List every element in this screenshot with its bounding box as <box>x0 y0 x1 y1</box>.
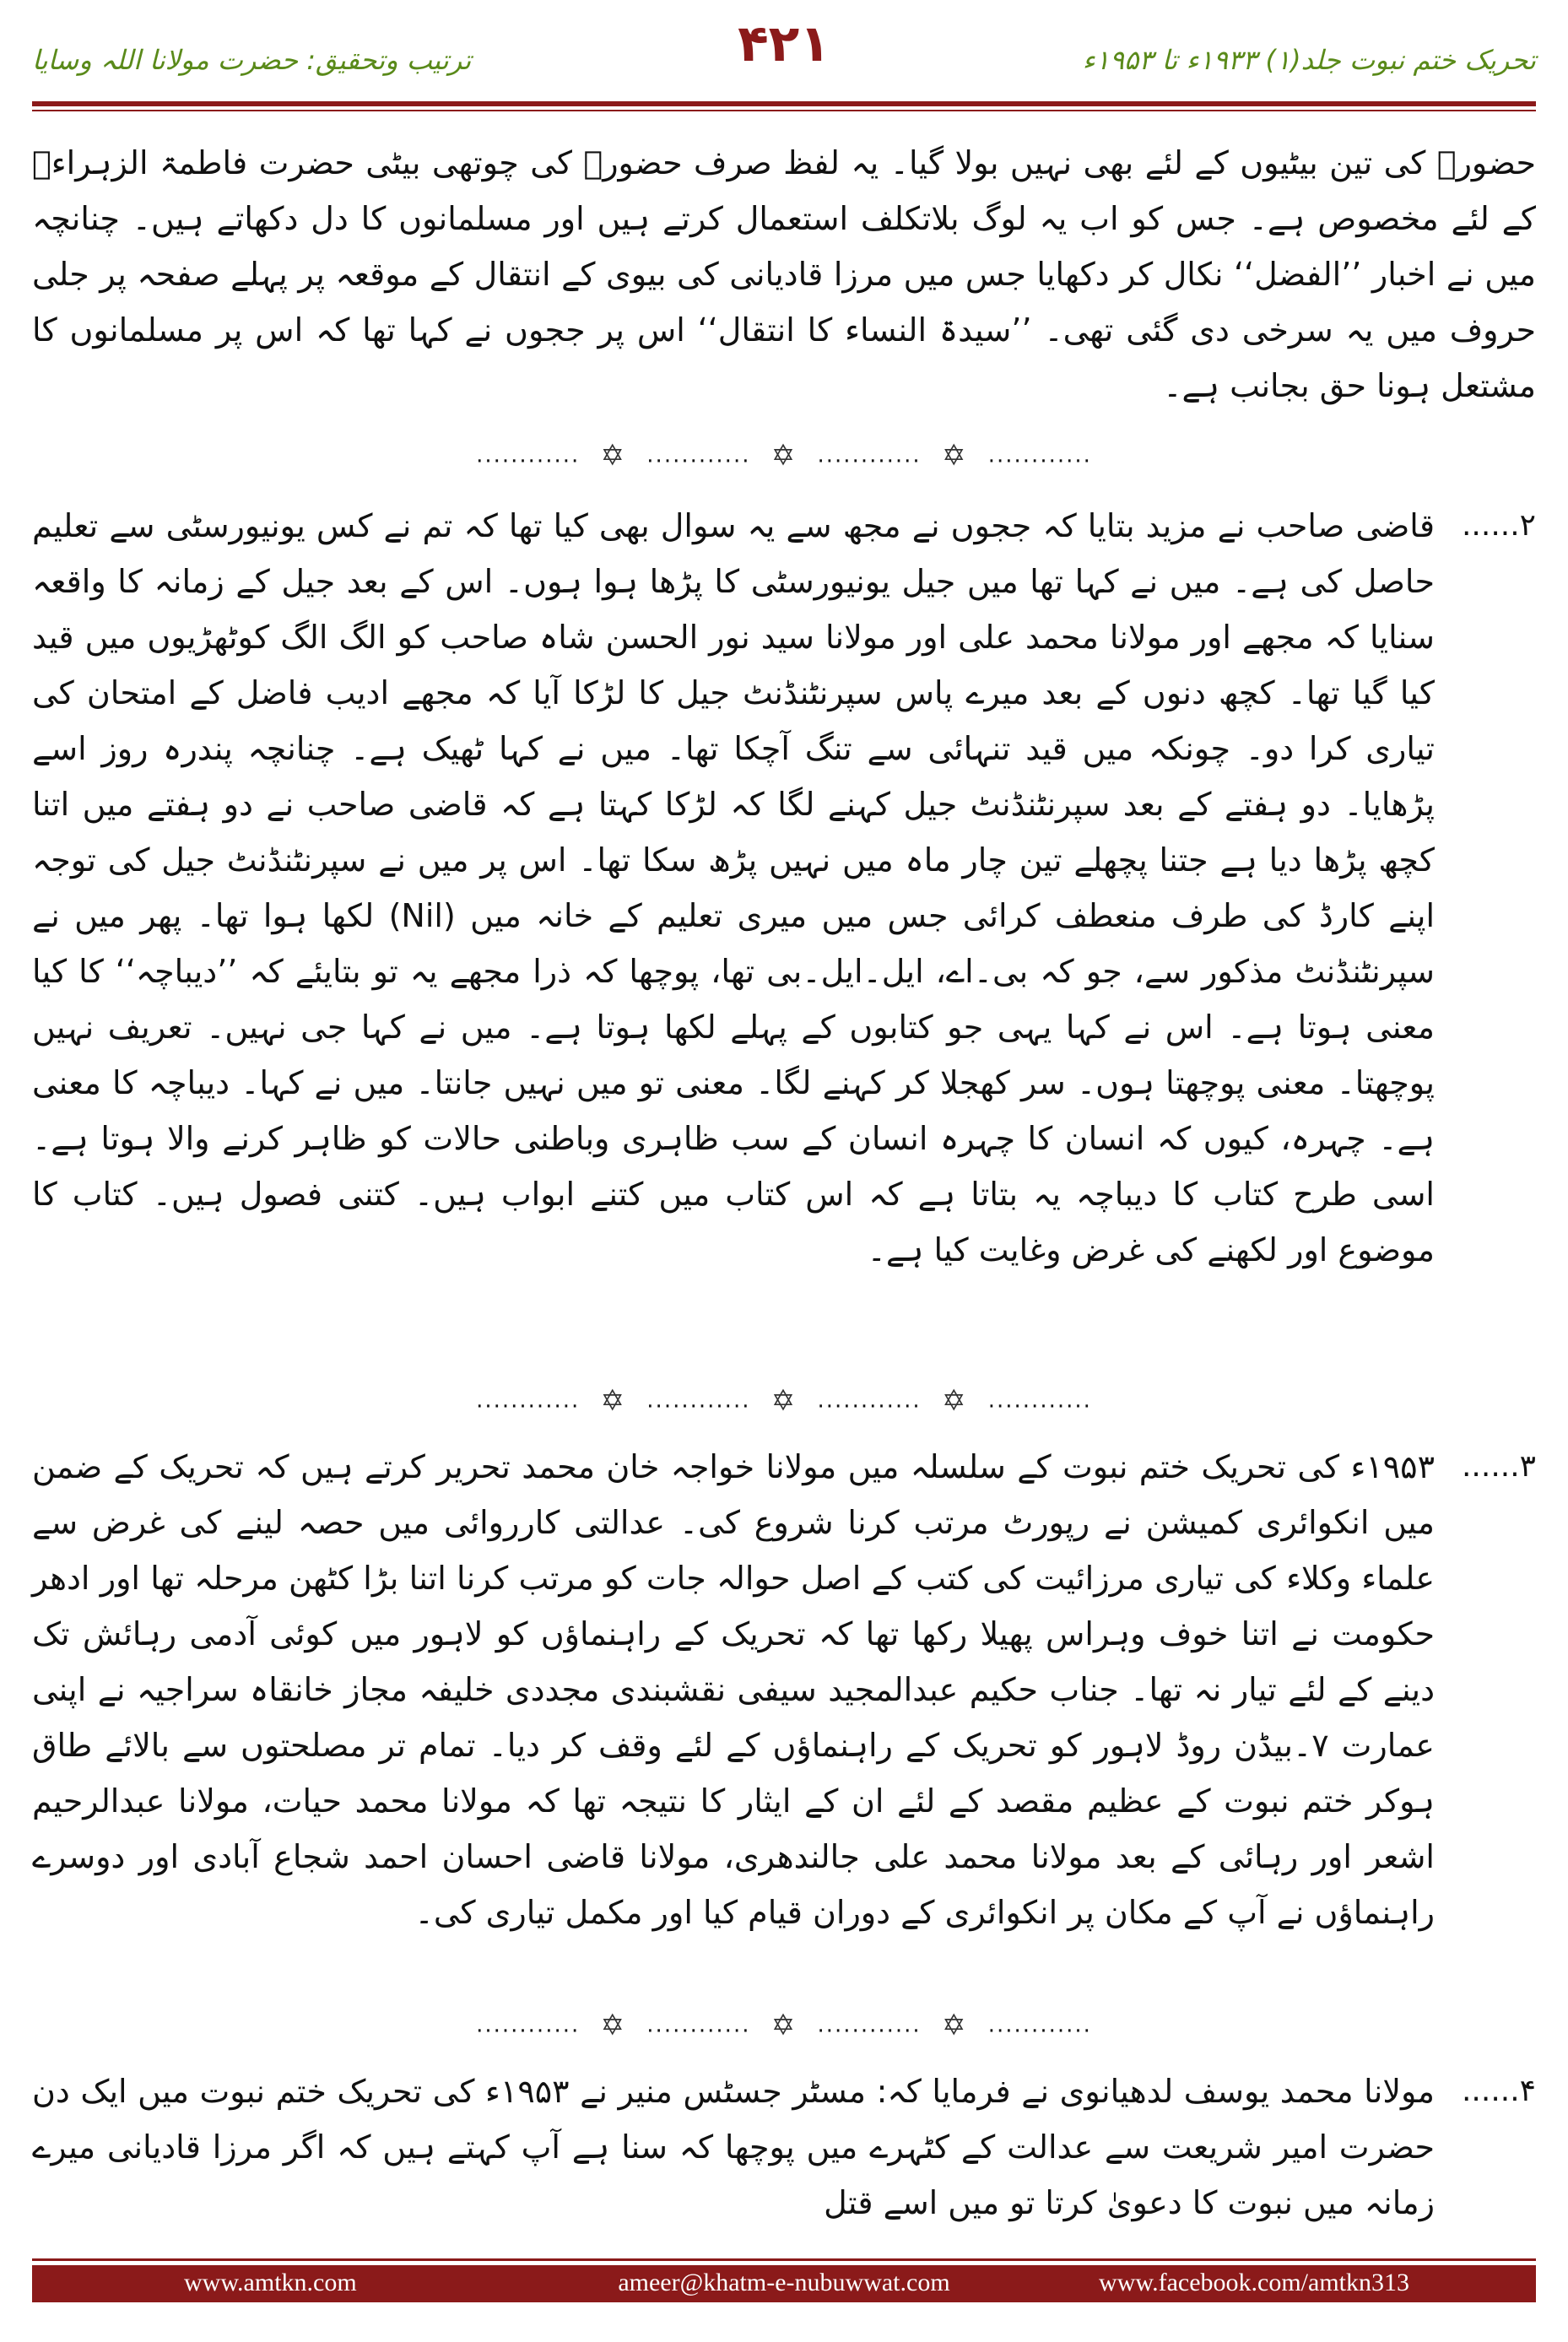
section-separator <box>32 2009 1536 2042</box>
facebook-link[interactable]: www.facebook.com/amtkn313 <box>1099 2269 1409 2296</box>
compiler-credit: ترتیب وتحقیق: حضرت مولانا اللہ وسایا <box>32 44 472 76</box>
separator-dots: ............ <box>817 442 922 468</box>
page-header <box>32 15 1536 100</box>
email-link[interactable]: ameer@khatm-e-nubuwwat.com <box>618 2269 950 2296</box>
star-of-david-icon: ✡ <box>941 1384 968 1418</box>
paragraph-text: حضورﷺ کی تین بیٹیوں کے لئے بھی نہیں بولا گیا۔ یہ لفظ صرف حضورﷺ کی چوتھی بیٹی حضرت فاطمۃ الزہراءؓ کے لئے مخصوص ہے۔ جس کو اب یہ لوگ بلاتکلف استعمال کرتے ہیں اور مسلمانوں کا دل دکھاتے ہیں۔ چنانچہ میں نے اخبار ’’الفضل‘‘ نکال کر دکھایا جس میں مرزا قادیانی کی بیوی کے انتقال کے موقعہ پر پہلے صفحہ پر جلی حروف میں یہ سرخی دی گئی تھی۔ ’’سیدۃ النساء کا انتقال‘‘ اس پر ججوں نے کہا تھا کہ اس پر مسلمانوں کا مشتعل ہونا حق بجانب ہے۔ <box>32 144 1536 404</box>
separator-dots: ............ <box>987 2012 1092 2038</box>
section-separator <box>32 1384 1536 1418</box>
website-link[interactable]: www.amtkn.com <box>184 2269 357 2296</box>
paragraph-3-block <box>32 1439 1536 2000</box>
numbered-paragraph <box>32 2063 1536 2231</box>
book-title: تحریک ختم نبوت جلد(۱) ۱۹۳۳ء تا ۱۹۵۳ء <box>1082 44 1536 76</box>
separator-dots: ............ <box>476 2012 581 2038</box>
star-of-david-icon: ✡ <box>600 1384 627 1418</box>
star-of-david-icon: ✡ <box>770 2009 798 2042</box>
footer-divider <box>32 2258 1536 2261</box>
separator-dots: ............ <box>476 1387 581 1414</box>
numbered-paragraph <box>32 1439 1536 1940</box>
paragraph <box>32 135 1536 414</box>
separator-dots: ............ <box>646 1387 751 1414</box>
paragraph-2-block <box>32 498 1536 1376</box>
star-of-david-icon: ✡ <box>941 439 968 473</box>
numbered-paragraph <box>32 498 1536 1278</box>
paragraph-number: ۳...... <box>1461 1449 1536 1484</box>
separator-dots: ............ <box>646 442 751 468</box>
separator-dots: ............ <box>646 2012 751 2038</box>
header-divider <box>32 101 1536 106</box>
star-of-david-icon: ✡ <box>770 439 798 473</box>
paragraph-continuation-block <box>32 135 1536 414</box>
paragraph-text: مولانا محمد یوسف لدھیانوی نے فرمایا کہ: مسٹر جسٹس منیر نے ۱۹۵۳ء کی تحریک ختم نبوت میں ایک دن حضرت امیر شریعت سے عدالت کے کٹہرے میں پوچھا کہ سنا ہے آپ کہتے ہیں کہ اگر مرزا قادیانی میرے زمانہ میں نبوت کا دعویٰ کرتا تو میں اسے قتل <box>32 2073 1435 2221</box>
separator-dots: ............ <box>817 1387 922 1414</box>
separator-dots: ............ <box>817 2012 922 2038</box>
header-divider-thin <box>32 110 1536 111</box>
star-of-david-icon: ✡ <box>600 2009 627 2042</box>
page-footer <box>32 2265 1536 2302</box>
page-number: ۴۲۱ <box>738 14 830 73</box>
separator-dots: ............ <box>987 1387 1092 1414</box>
paragraph-number: ۴...... <box>1461 2074 1536 2108</box>
section-separator <box>32 439 1536 473</box>
star-of-david-icon: ✡ <box>941 2009 968 2042</box>
separator-dots: ............ <box>476 442 581 468</box>
paragraph-text: قاضی صاحب نے مزید بتایا کہ ججوں نے مجھ سے یہ سوال بھی کیا تھا کہ تم نے کس یونیورسٹی سے تعلیم حاصل کی ہے۔ میں نے کہا تھا میں جیل یونیورسٹی کا پڑھا ہوا ہوں۔ اس کے بعد جیل کے زمانہ کا واقعہ سنایا کہ مجھے اور مولانا محمد علی اور مولانا سید نور الحسن شاہ صاحب کو الگ الگ کوٹھڑیوں میں قید کیا گیا تھا۔ کچھ دنوں کے بعد میرے پاس سپرنٹنڈنٹ جیل کا لڑکا آیا کہ مجھے ادیب فاضل کے امتحان کی تیاری کرا دو۔ چونکہ میں قید تنہائی سے تنگ آچکا تھا۔ میں نے کہا ٹھیک ہے۔ چنانچہ پندرہ روز اسے پڑھایا۔ دو ہفتے کے بعد سپرنٹنڈنٹ جیل کہنے لگا کہ لڑکا کہتا ہے کہ قاضی صاحب نے دو ہفتے میں اتنا کچھ پڑھا دیا ہے جتنا پچھلے تین چار ماہ میں نہیں پڑھ سکا تھا۔ اس پر میں نے سپرنٹنڈنٹ جیل کی توجہ اپنے کارڈ کی طرف منعطف کرائی جس میں میری تعلیم کے خانہ میں (Nil) لکھا ہوا تھا۔ پھر میں نے سپرنٹنڈنٹ مذکور سے، جو کہ بی۔اے، ایل۔ایل۔بی تھا، پوچھا کہ ذرا مجھے یہ تو بتایئے کہ ’’دیباچہ‘‘ کا کیا معنی ہوتا ہے۔ اس نے کہا یہی جو کتابوں کے پہلے لکھا ہوتا ہے۔ میں نے کہا جی نہیں۔ تعریف نہیں پوچھتا۔ معنی پوچھتا ہوں۔ سر کھجلا کر کہنے لگا۔ معنی تو میں نہیں جانتا۔ میں نے کہا۔ دیباچہ کا معنی ہے۔ چہرہ، کیوں کہ انسان کا چہرہ انسان کے سب ظاہری وباطنی حالات کو ظاہر کرنے والا ہوتا ہے۔ اسی طرح کتاب کا دیباچہ یہ بتاتا ہے کہ اس کتاب میں کتنے ابواب ہیں۔ کتنی فصول ہیں۔ کتاب کا موضوع اور لکھنے کی غرض وغایت کیا ہے۔ <box>32 507 1436 1268</box>
paragraph-4-block <box>32 2063 1536 2241</box>
separator-dots: ............ <box>987 442 1092 468</box>
star-of-david-icon: ✡ <box>770 1384 798 1418</box>
star-of-david-icon: ✡ <box>600 439 627 473</box>
paragraph-number: ۲...... <box>1461 508 1536 543</box>
paragraph-text: ۱۹۵۳ء کی تحریک ختم نبوت کے سلسلہ میں مولانا خواجہ خان محمد تحریر کرتے ہیں کہ تحریک کے ضمن میں انکوائری کمیشن نے رپورٹ مرتب کرنا شروع کی۔ عدالتی کارروائی میں حصہ لینے کی غرض سے علماء وکلاء کی تیاری مرزائیت کی کتب کے اصل حوالہ جات کو مرتب کرنا اتنا بڑا کٹھن مرحلہ تھا اور ادھر حکومت نے اتنا خوف وہراس پھیلا رکھا تھا کہ تحریک کے راہنماؤں کو لاہور میں کوئی آدمی رہائش تک دینے کے لئے تیار نہ تھا۔ جناب حکیم عبدالمجید سیفی نقشبندی مجددی خلیفہ مجاز خانقاہ سراجیہ نے اپنی عمارت ۷۔بیڈن روڈ لاہور کو تحریک کے راہنماؤں کے لئے وقف کر دیا۔ تمام تر مصلحتوں سے بالائے طاق ہوکر ختم نبوت کے عظیم مقصد کے لئے ان کے ایثار کا نتیجہ تھا کہ مولانا محمد حیات، مولانا عبدالرحیم اشعر اور رہائی کے بعد مولانا محمد علی جالندھری، مولانا قاضی احسان احمد شجاع آبادی اور دوسرے راہنماؤں نے آپ کے مکان پر انکوائری کے دوران قیام کیا اور مکمل تیاری کی۔ <box>32 1448 1435 1931</box>
